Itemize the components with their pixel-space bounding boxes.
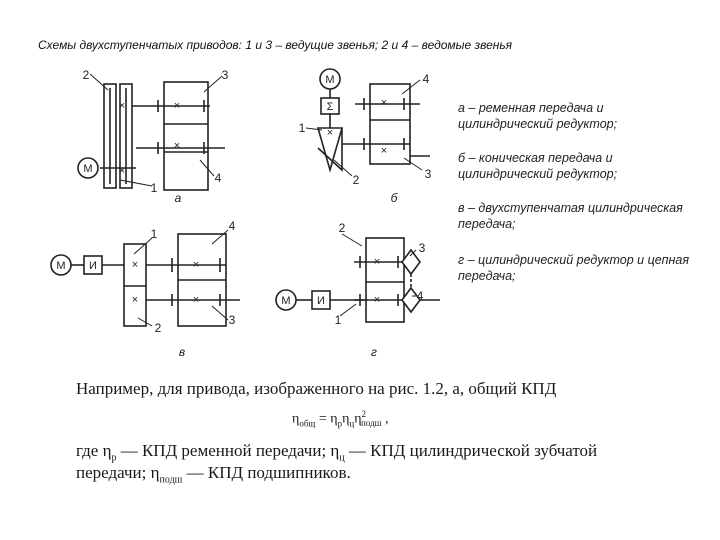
scheme-letter-a: а [174, 191, 182, 205]
paragraph-line-2: где $\eta_р$ — КПД ременной передачи; $\eta_ц$ — КПД цилиндрической зубчатой [76, 441, 598, 464]
coupling-g-label: И [317, 295, 325, 307]
svg-text:×: × [373, 256, 381, 268]
scheme-a [78, 82, 225, 190]
label-b-3: 3 [424, 167, 432, 181]
svg-text:×: × [380, 145, 388, 157]
scheme-letter-b: б [390, 191, 398, 205]
description-g: г – цилиндрический редуктор и цепная передача; [458, 253, 690, 283]
label-b-2: 2 [352, 173, 360, 187]
scheme-b [318, 69, 430, 170]
paragraph-line-1: Например, для привода, изображенного на рис. 1.2, а, общий КПД [76, 379, 557, 398]
label-g-4: 4 [416, 289, 424, 303]
svg-text:×: × [118, 165, 126, 177]
label-v-4: 4 [228, 219, 236, 233]
label-b-4: 4 [422, 72, 430, 86]
label-g-2: 2 [338, 221, 346, 235]
label-v-3: 3 [228, 313, 236, 327]
motor-b-label: М [325, 74, 335, 86]
label-v-2: 2 [154, 321, 162, 335]
svg-text:×: × [173, 100, 181, 112]
svg-text:×: × [131, 294, 139, 306]
description-b: б – коническая передача и цилиндрический редуктор; [458, 151, 618, 181]
label-a-2: 2 [82, 68, 90, 82]
label-a-1: 1 [150, 181, 158, 195]
svg-text:×: × [118, 100, 126, 112]
label-v-1: 1 [150, 227, 158, 241]
svg-text:×: × [192, 259, 200, 271]
svg-text:×: × [326, 127, 334, 139]
coupling-v-label: И [89, 260, 97, 272]
svg-text:×: × [173, 140, 181, 152]
label-a-3: 3 [221, 68, 229, 82]
scheme-v [51, 234, 240, 326]
svg-text:×: × [373, 294, 381, 306]
scheme-letter-g: г [371, 345, 377, 359]
label-g-1: 1 [334, 313, 342, 327]
gearbox-b [370, 84, 410, 164]
motor-a-label: М [83, 163, 93, 175]
description-v: в – двухступенчатая цилиндрическая передача; [458, 201, 683, 231]
figure-caption: Схемы двухступенчатых приводов: 1 и 3 – ведущие звенья; 2 и 4 – ведомые звенья [38, 38, 513, 52]
svg-text:×: × [380, 97, 388, 109]
motor-v-label: М [56, 260, 66, 272]
svg-text:Σ: Σ [326, 101, 334, 113]
gearbox-a [164, 82, 208, 190]
scheme-letter-v: в [178, 345, 186, 359]
paragraph-line-3: передачи; $\eta_{подш}$ — КПД подшипников. [76, 463, 351, 486]
gearbox-g [366, 238, 404, 322]
svg-text:×: × [192, 294, 200, 306]
motor-g-label: М [281, 295, 291, 307]
label-b-1: 1 [298, 121, 306, 135]
svg-text:×: × [131, 259, 139, 271]
label-g-3: 3 [418, 241, 426, 255]
label-a-4: 4 [214, 171, 222, 185]
efficiency-formula: $\eta_{общ} = \eta_р\eta_ц\eta^2_{подш}$ , [292, 409, 389, 429]
description-a: а – ременная передача и цилиндрический редуктор; [458, 101, 618, 131]
